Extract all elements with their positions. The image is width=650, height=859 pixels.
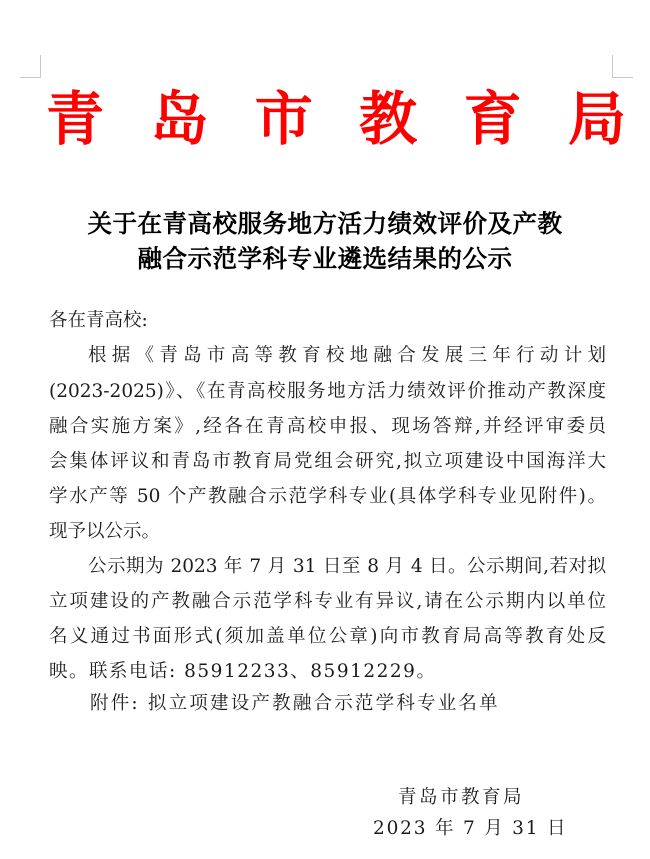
letterhead-char: 育: [463, 85, 522, 153]
salutation: 各在青高校:: [49, 310, 148, 331]
letterhead-char: 局: [567, 85, 626, 153]
paragraph-1-line: 现予以公示。: [49, 521, 161, 542]
paragraph-2-line: 映。联系电话: 85912233、85912229。: [49, 661, 437, 682]
paragraph-2-line: 名义通过书面形式(须加盖单位公章)向市教育局高等教育处反: [49, 626, 606, 647]
signature-organization: 青岛市教育局: [398, 787, 525, 808]
paragraph-1-line: 学水产等 50 个产教融合示范学科专业(具体学科专业见附件)。: [49, 486, 606, 507]
paragraph-2-line: 公示期为 2023 年 7 月 31 日至 8 月 4 日。公示期间,若对拟: [88, 556, 606, 577]
paragraph-1-line: 会集体评议和青岛市教育局党组会研究,拟立项建设中国海洋大: [49, 451, 606, 472]
page-corner-mark-left: [20, 55, 41, 78]
document-title-line-2: 融合示范学科专业遴选结果的公示: [137, 244, 513, 273]
letterhead-char: 岛: [150, 85, 209, 153]
letterhead-title: [46, 84, 626, 154]
paragraph-1-line: 根据《青岛市高等教育校地融合发展三年行动计划: [88, 345, 606, 366]
letterhead-char: 市: [254, 85, 313, 153]
page-corner-mark-right: [612, 55, 633, 78]
letterhead-char: 青: [46, 85, 105, 153]
paragraph-1-line: (2023-2025)》、《在青高校服务地方活力绩效评价推动产教深度: [49, 381, 606, 402]
paragraph-2-line: 立项建设的产教融合示范学科专业有异议,请在公示期内以单位: [49, 591, 606, 612]
letterhead-char: 教: [359, 85, 418, 153]
signature-date: 2023 年 7 月 31 日: [373, 818, 568, 839]
document-title-line-1: 关于在青高校服务地方活力绩效评价及产教: [87, 209, 563, 238]
paragraph-1-line: 融合实施方案》,经各在青高校申报、现场答辩,并经评审委员: [49, 416, 606, 437]
attachment-note: 附件: 拟立项建设产教融合示范学科专业名单: [90, 693, 500, 714]
